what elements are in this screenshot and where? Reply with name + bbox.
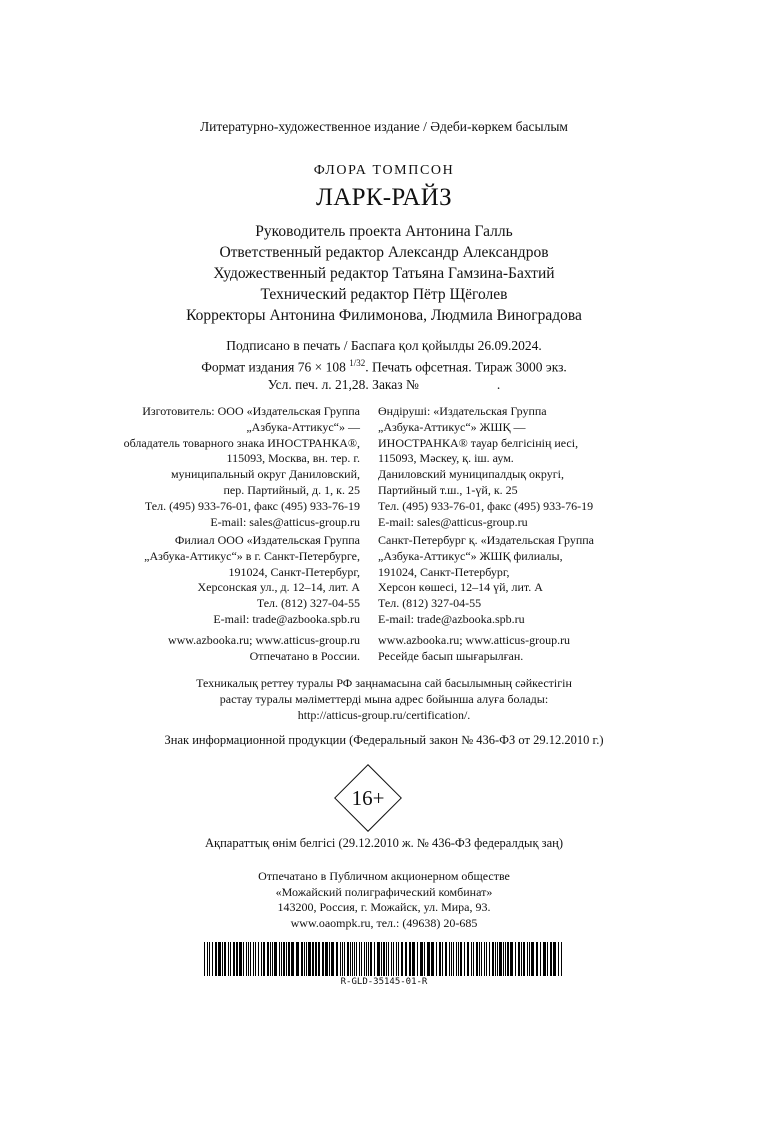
barcode-bar: [393, 942, 394, 976]
barcode-bar: [405, 942, 407, 976]
barcode-bar: [224, 942, 226, 976]
barcode-bar: [331, 942, 334, 976]
barcode-bar: [246, 942, 247, 976]
address-line: Изготовитель: ООО «Издательская Группа: [142, 404, 360, 418]
barcode-bar: [286, 942, 287, 976]
barcode-bar: [204, 942, 205, 976]
format-line: Формат издания 76 × 108 $^{1/32}$. Печать офсетная. Тираж 3000 экз.: [201, 357, 567, 374]
barcode-bar: [467, 942, 469, 976]
barcode-bar: [368, 942, 369, 976]
barcode-bar: [518, 942, 520, 976]
barcode-bar: [228, 942, 229, 976]
barcode-bar: [283, 942, 285, 976]
barcode-bar: [505, 942, 506, 976]
barcode-bar: [261, 942, 262, 976]
barcode-bar: [322, 942, 324, 976]
barcode-bar: [318, 942, 320, 976]
cert-line: Техникалық реттеу туралы РФ заңнамасына сай басылымның сәйкестігін: [196, 676, 572, 690]
barcode-bar: [489, 942, 490, 976]
age-rating-text: 16+: [351, 785, 385, 810]
website-line: www.azbooka.ru; www.atticus-group.ru: [378, 633, 571, 647]
info-product-sign-kz: Ақпараттық өнім белгісі (29.12.2010 ж. № 436-ФЗ федералдық заң): [205, 836, 563, 850]
barcode-bar: [255, 942, 256, 976]
barcode-bar: [427, 942, 430, 976]
barcode-bar: [442, 942, 443, 976]
barcode-bar: [550, 942, 552, 976]
manufacturer-ru: [124, 404, 360, 530]
barcode-bar: [352, 942, 353, 976]
barcode: [203, 942, 565, 990]
age-rating-badge: [332, 762, 404, 834]
barcode-bar: [342, 942, 343, 976]
barcode-bar: [230, 942, 231, 976]
barcode-bar: [207, 942, 208, 976]
barcode-bar: [464, 942, 465, 976]
barcode-bar: [253, 942, 254, 976]
barcode-bar: [258, 942, 259, 976]
address-line: „Азбука-Аттикус“» в г. Санкт-Петербурге,: [144, 548, 360, 563]
address-line: 191024, Санкт-Петербург,: [378, 564, 510, 579]
barcode-bar: [215, 942, 217, 976]
printer-line: 143200, Россия, г. Можайск, ул. Мира, 93.: [277, 900, 491, 914]
branch-ru: [144, 533, 360, 628]
address-line: Өндіруші: «Издательская Группа: [378, 404, 547, 418]
address-line: „Азбука-Аттикус“» ЖШҚ филиалы,: [378, 548, 563, 563]
barcode-bar: [279, 942, 280, 976]
barcode-bar: [366, 942, 367, 976]
barcode-bar: [308, 942, 311, 976]
web-kz: [378, 633, 570, 665]
barcode-bar: [543, 942, 546, 976]
barcode-bar: [272, 942, 273, 976]
barcode-bar: [383, 942, 385, 976]
cert-url: http://atticus-group.ru/certification/.: [297, 708, 471, 722]
address-line: Санкт-Петербург қ. «Издательская Группа: [378, 533, 594, 547]
barcode-bar: [471, 942, 472, 976]
phone-line: Тел. (812) 327-04-55: [378, 596, 482, 611]
barcode-bar: [361, 942, 362, 976]
barcode-bar: [445, 942, 447, 976]
barcode-bar: [381, 942, 382, 976]
info-product-sign: Знак информационной продукции (Федеральный закон № 436-ФЗ от 29.12.2010 г.): [164, 733, 604, 747]
barcode-icon: [203, 942, 565, 976]
address-line: пер. Партийный, д. 1, к. 25: [223, 482, 360, 497]
barcode-bar: [222, 942, 223, 976]
web-ru: [168, 633, 360, 665]
address-line: муниципальный округ Даниловский,: [170, 467, 360, 482]
barcode-bar: [510, 942, 513, 976]
printed-in-line: Ресейде басып шығарылған.: [378, 648, 524, 663]
staff-line: Технический редактор Пётр Щёголев: [260, 286, 508, 303]
printer-info: [0, 869, 768, 931]
barcode-bar: [453, 942, 454, 976]
barcode-bar: [424, 942, 425, 976]
certification-note: [0, 675, 768, 723]
barcode-bar: [499, 942, 502, 976]
barcode-bar: [476, 942, 478, 976]
email-line: E-mail: sales@atticus-group.ru: [378, 514, 528, 529]
barcode-bar: [267, 942, 269, 976]
sheets-line: Усл. печ. л. 21,28. Заказ № .: [267, 376, 501, 392]
barcode-bar: [431, 942, 434, 976]
address-line: „Азбука-Аттикус“» ЖШҚ —: [378, 419, 526, 434]
barcode-bar: [558, 942, 559, 976]
staff-line: Ответственный редактор Александр Александров: [219, 244, 549, 261]
barcode-bar: [288, 942, 290, 976]
barcode-bar: [458, 942, 459, 976]
staff-line: Корректоры Антонина Филимонова, Людмила Виноградова: [186, 307, 582, 324]
barcode-bar: [344, 942, 345, 976]
address-line: „Азбука-Аттикус“» —: [246, 419, 360, 434]
barcode-bar: [515, 942, 516, 976]
address-line: 115093, Мәскеу, қ. іш. аум.: [378, 451, 514, 466]
barcode-bar: [301, 942, 303, 976]
barcode-bar: [354, 942, 355, 976]
barcode-bar: [370, 942, 372, 976]
barcode-bar: [417, 942, 418, 976]
format-fraction: 1/32: [349, 357, 366, 368]
address-line: Херсон көшесі, 12–14 үй, лит. А: [378, 580, 543, 595]
address-line: Партийный т.ш., 1-үй, к. 25: [378, 482, 518, 497]
barcode-bar: [340, 942, 341, 976]
barcode-bar: [347, 942, 349, 976]
barcode-bar: [531, 942, 534, 976]
barcode-bar: [388, 942, 389, 976]
address-line: 115093, Москва, вн. тер. г.: [226, 451, 360, 466]
barcode-bar: [391, 942, 392, 976]
barcode-bar: [329, 942, 330, 976]
barcode-bar: [507, 942, 509, 976]
printer-line: «Можайский полиграфический комбинат»: [275, 884, 493, 899]
barcode-bar: [540, 942, 541, 976]
barcode-bar: [263, 942, 265, 976]
barcode-bar: [451, 942, 452, 976]
barcode-bar: [460, 942, 462, 976]
barcode-bar: [209, 942, 210, 976]
barcode-bar: [495, 942, 496, 976]
barcode-bar: [304, 942, 305, 976]
phone-line: Тел. (812) 327-04-55: [256, 596, 360, 611]
book-title: ЛАРК-РАЙЗ: [316, 184, 452, 211]
barcode-bar: [527, 942, 528, 976]
barcode-bar: [503, 942, 504, 976]
barcode-bar: [473, 942, 474, 976]
phone-line: Тел. (495) 933-76-01, факс (495) 933-76-19: [144, 498, 360, 513]
barcode-bar: [484, 942, 485, 976]
barcode-bar: [236, 942, 238, 976]
barcode-bar: [523, 942, 525, 976]
address-line: Филиал ООО «Издательская Группа: [174, 533, 360, 547]
barcode-bar: [233, 942, 235, 976]
barcode-bar: [248, 942, 249, 976]
barcode-bar: [386, 942, 387, 976]
manufacturer-kz: [378, 404, 593, 530]
address-line: Даниловский муниципалдық округі,: [378, 467, 564, 482]
email-line: E-mail: sales@atticus-group.ru: [210, 514, 360, 529]
printed-in-line: Отпечатано в России.: [249, 648, 360, 663]
barcode-bar: [281, 942, 282, 976]
barcode-bar: [356, 942, 357, 976]
barcode-bar: [409, 942, 411, 976]
address-line: ИНОСТРАНКА® тауар белгісінің иесі,: [378, 435, 579, 450]
address-line: Херсонская ул., д. 12–14, лит. А: [197, 580, 360, 595]
barcode-bar: [449, 942, 450, 976]
publication-details: [0, 337, 768, 393]
cert-line: растау туралы мәліметтерді мына адрес бойынша алуға болады:: [219, 692, 549, 706]
barcode-bar: [291, 942, 294, 976]
barcode-bar: [250, 942, 251, 976]
email-line: E-mail: trade@azbooka.spb.ru: [378, 611, 525, 626]
barcode-bar: [364, 942, 365, 976]
staff-line: Руководитель проекта Антонина Галль: [255, 223, 513, 240]
barcode-bar: [336, 942, 338, 976]
barcode-bar: [547, 942, 548, 976]
staff-credits: [0, 221, 768, 326]
barcode-bar: [536, 942, 538, 976]
barcode-bar: [239, 942, 242, 976]
barcode-bar: [436, 942, 437, 976]
barcode-bar: [243, 942, 244, 976]
barcode-bar: [401, 942, 403, 976]
barcode-bar: [492, 942, 494, 976]
barcode-bar: [412, 942, 415, 976]
barcode-bar: [439, 942, 441, 976]
author-name: ФЛОРА ТОМПСОН: [313, 163, 455, 178]
phone-line: Тел. (495) 933-76-01, факс (495) 933-76-19: [378, 498, 594, 513]
branch-kz: [378, 533, 594, 628]
barcode-bar: [481, 942, 482, 976]
barcode-bar: [359, 942, 360, 976]
website-line: www.azbooka.ru; www.atticus-group.ru: [167, 633, 360, 647]
barcode-bar: [312, 942, 314, 976]
barcode-bar: [398, 942, 399, 976]
barcode-bar: [296, 942, 299, 976]
barcode-bar: [529, 942, 530, 976]
barcode-bar: [377, 942, 380, 976]
barcode-bar: [497, 942, 498, 976]
barcode-bar: [521, 942, 522, 976]
barcode-bar: [396, 942, 397, 976]
barcode-bar: [306, 942, 307, 976]
barcode-bar: [456, 942, 457, 976]
barcode-bar: [486, 942, 487, 976]
genre-line: Литературно-художественное издание / Әдеби-көркем басылым: [200, 119, 568, 134]
address-line: 191024, Санкт-Петербург,: [228, 564, 360, 579]
barcode-bar: [325, 942, 328, 976]
barcode-bar: [212, 942, 213, 976]
barcode-text: R-GLD-35145-01-R: [340, 977, 428, 987]
signed-line: Подписано в печать / Баспаға қол қойылды 26.09.2024.: [226, 338, 542, 353]
barcode-bar: [218, 942, 221, 976]
barcode-bar: [479, 942, 480, 976]
email-line: E-mail: trade@azbooka.spb.ru: [213, 611, 360, 626]
address-line: обладатель товарного знака ИНОСТРАНКА®,: [123, 435, 360, 450]
barcode-bar: [374, 942, 375, 976]
barcode-bar: [315, 942, 317, 976]
printer-line: Отпечатано в Публичном акционерном обществе: [258, 869, 510, 883]
barcode-bar: [561, 942, 562, 976]
barcode-bar: [270, 942, 271, 976]
printer-line: www.oaompk.ru, тел.: (49638) 20-685: [290, 915, 478, 930]
barcode-bar: [274, 942, 277, 976]
barcode-bar: [350, 942, 351, 976]
barcode-bar: [553, 942, 556, 976]
barcode-bar: [420, 942, 423, 976]
staff-line: Художественный редактор Татьяна Гамзина-Бахтий: [213, 265, 555, 282]
